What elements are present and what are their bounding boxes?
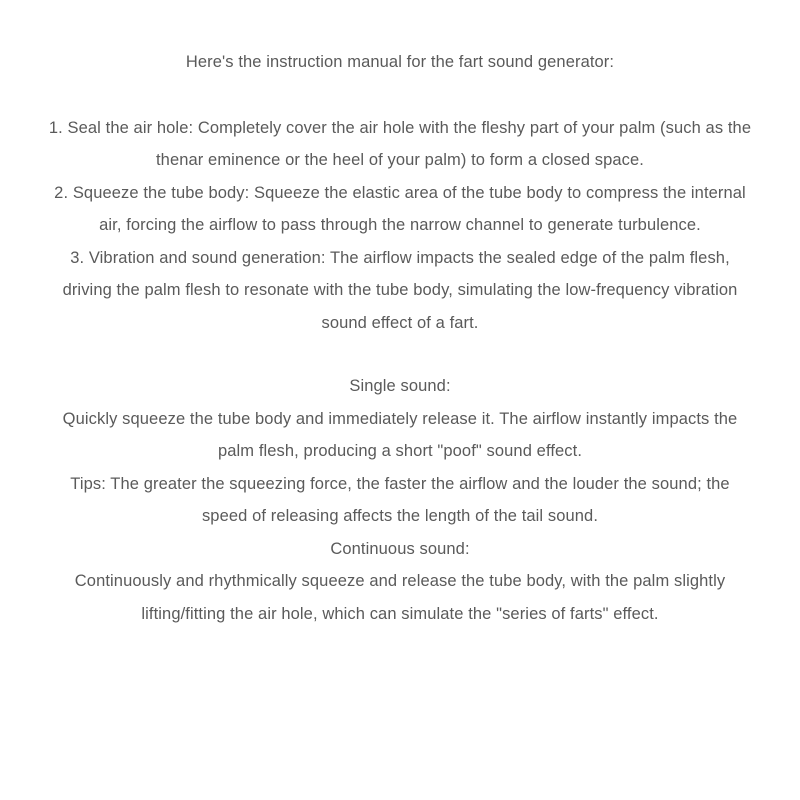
single-sound-tips-line-2: speed of releasing affects the length of the tail sound. — [201, 507, 599, 525]
step-1-line-2: thenar eminence or the heel of your palm) to form a closed space. — [155, 151, 644, 169]
manual-title: Here's the instruction manual for the fart sound generator: — [185, 53, 615, 71]
single-sound-section — [0, 370, 800, 533]
steps-section — [0, 112, 800, 340]
step-3-line-3: sound effect of a fart. — [321, 313, 479, 332]
single-sound-line-2: palm flesh, producing a short "poof" sound effect. — [217, 442, 583, 460]
step-3-line-1: 3. Vibration and sound generation: The airflow impacts the sealed edge of the palm flesh, — [70, 248, 730, 267]
step-2-line-1: 2. Squeeze the tube body: Squeeze the elastic area of the tube body to compress the internal — [54, 183, 746, 202]
continuous-sound-line-2: lifting/fitting the air hole, which can simulate the "series of farts" effect. — [141, 604, 659, 623]
continuous-sound-heading: Continuous sound: — [330, 539, 470, 558]
step-3-line-2: driving the palm flesh to resonate with the tube body, simulating the low-frequency vibration — [62, 281, 738, 299]
continuous-sound-section — [0, 533, 800, 631]
single-sound-heading: Single sound: — [349, 377, 451, 395]
single-sound-tips-line-1: Tips: The greater the squeezing force, the faster the airflow and the louder the sound; the — [70, 474, 730, 493]
single-sound-line-1: Quickly squeeze the tube body and immediately release it. The airflow instantly impacts the — [62, 409, 738, 428]
step-2-line-2: air, forcing the airflow to pass through the narrow channel to generate turbulence. — [99, 216, 701, 234]
continuous-sound-line-1: Continuously and rhythmically squeeze and release the tube body, with the palm slightly — [74, 572, 726, 590]
step-1-line-1: 1. Seal the air hole: Completely cover the air hole with the fleshy part of your palm (such as the — [48, 118, 752, 137]
